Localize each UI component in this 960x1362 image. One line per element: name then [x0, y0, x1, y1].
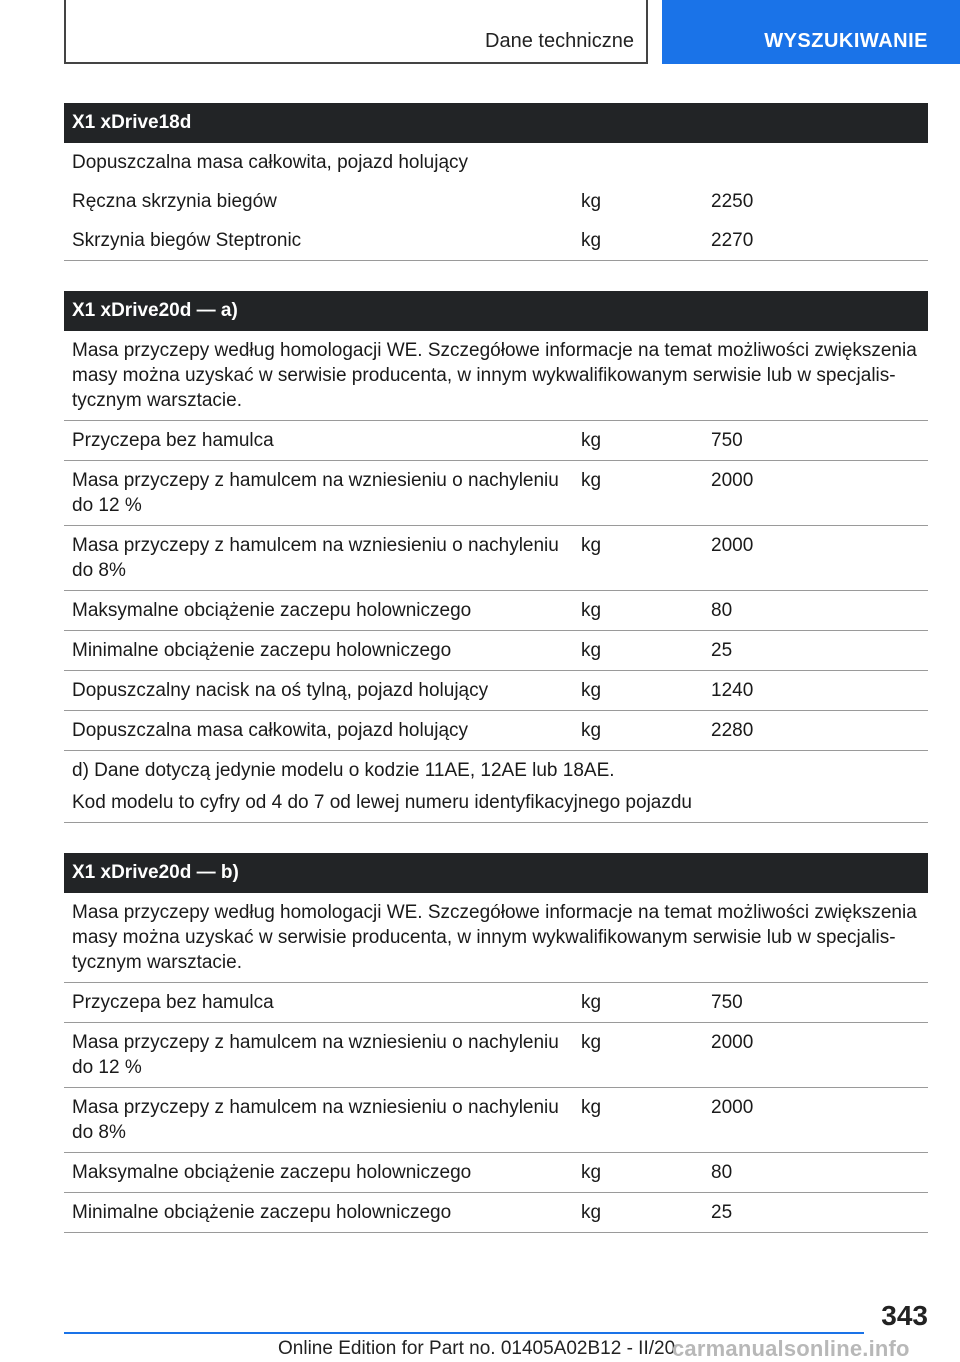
table-row — [64, 182, 928, 221]
table-row — [64, 711, 928, 751]
row-label: Ręczna skrzynia biegów — [72, 191, 277, 212]
footnote-line: Kod modelu to cyfry od 4 do 7 od lewej numeru identyfikacyjnego pojazdu — [72, 792, 692, 813]
section-x1-xdrive20d-a — [64, 291, 928, 823]
row-value: 750 — [711, 992, 743, 1013]
section-x1-xdrive20d-b — [64, 853, 928, 1233]
row-value: 750 — [711, 430, 743, 451]
row-unit: kg — [581, 191, 602, 212]
section-heading: X1 xDrive18d — [64, 103, 928, 143]
section-heading: X1 xDrive20d — b) — [64, 853, 928, 893]
table-row — [64, 526, 928, 591]
table-row — [64, 143, 928, 182]
row-label: Masa przyczepy z hamulcem na wzniesieniu o nachyleniu do 12 % — [72, 470, 559, 516]
spec-content — [64, 103, 928, 1263]
table-row — [64, 591, 928, 631]
row-unit: kg — [581, 680, 602, 701]
row-label: Masa przyczepy z hamulcem na wzniesieniu o nachyleniu do 8% — [72, 1097, 559, 1143]
search-button[interactable] — [662, 0, 960, 64]
row-value: 2000 — [711, 470, 754, 491]
section-intro: Masa przyczepy według homologacji WE. Szczegółowe informacje na temat możliwości zwiększenia masy można uzyskać w serwisie producenta, w innym wykwalifikowanym serwisie lub w specjalistycznym warsztacie. — [64, 331, 928, 421]
row-value: 2250 — [711, 191, 754, 212]
section-footnote — [64, 751, 928, 823]
row-unit: kg — [581, 640, 602, 661]
row-label: Przyczepa bez hamulca — [72, 992, 274, 1013]
row-unit: kg — [581, 430, 602, 451]
table-row — [64, 1153, 928, 1193]
table-row — [64, 421, 928, 461]
footnote-line: d) Dane dotyczą jedynie modelu o kodzie 11AE, 12AE lub 18AE. — [72, 760, 615, 781]
row-value: 1240 — [711, 680, 754, 701]
row-unit: kg — [581, 720, 602, 741]
row-label: Masa przyczepy z hamulcem na wzniesieniu o nachyleniu do 8% — [72, 535, 559, 581]
footer-divider — [64, 1332, 864, 1334]
row-unit: kg — [581, 600, 602, 621]
row-label: Dopuszczalny nacisk na oś tylną, pojazd holujący — [72, 680, 489, 701]
page-number: 343 — [881, 1300, 928, 1331]
row-unit: kg — [581, 1097, 602, 1118]
row-value: 80 — [711, 1162, 733, 1183]
table-row — [64, 671, 928, 711]
row-value: 2000 — [711, 535, 754, 556]
watermark-logo: carmanualsonline.info — [672, 1336, 910, 1361]
row-value: 2280 — [711, 720, 754, 741]
table-row — [64, 631, 928, 671]
row-value: 25 — [711, 640, 733, 661]
search-label: WYSZUKIWANIE — [764, 30, 928, 52]
row-unit: kg — [581, 470, 602, 491]
row-label: Dopuszczalna masa całkowita, pojazd holujący — [72, 152, 469, 173]
row-unit: kg — [581, 1202, 602, 1223]
table-row — [64, 1193, 928, 1233]
table-row — [64, 461, 928, 526]
row-label: Skrzynia biegów Steptronic — [72, 230, 302, 251]
table-row — [64, 221, 928, 261]
row-label: Masa przyczepy z hamulcem na wzniesieniu o nachyleniu do 12 % — [72, 1032, 559, 1078]
row-unit: kg — [581, 535, 602, 556]
chapter-tab[interactable] — [64, 0, 648, 64]
row-label: Maksymalne obciążenie zaczepu holowniczego — [72, 600, 472, 621]
row-label: Minimalne obciążenie zaczepu holowniczego — [72, 640, 452, 661]
row-unit: kg — [581, 230, 602, 251]
row-unit: kg — [581, 992, 602, 1013]
row-unit: kg — [581, 1032, 602, 1053]
row-value: 2000 — [711, 1097, 754, 1118]
page-header — [0, 0, 960, 66]
row-value: 25 — [711, 1202, 733, 1223]
table-row — [64, 1088, 928, 1153]
row-value: 80 — [711, 600, 733, 621]
row-value: 2000 — [711, 1032, 754, 1053]
section-heading: X1 xDrive20d — a) — [64, 291, 928, 331]
row-unit: kg — [581, 1162, 602, 1183]
row-label: Dopuszczalna masa całkowita, pojazd holujący — [72, 720, 469, 741]
table-row — [64, 1023, 928, 1088]
section-intro: Masa przyczepy według homologacji WE. Szczegółowe informacje na temat możliwości zwiększenia masy można uzyskać w serwisie producenta, w innym wykwalifikowanym serwisie lub w specjalistycznym warsztacie. — [64, 893, 928, 983]
row-label: Przyczepa bez hamulca — [72, 430, 274, 451]
chapter-title: Dane techniczne — [485, 30, 634, 52]
row-label: Minimalne obciążenie zaczepu holowniczego — [72, 1202, 452, 1223]
row-label: Maksymalne obciążenie zaczepu holowniczego — [72, 1162, 472, 1183]
row-value: 2270 — [711, 230, 754, 251]
edition-text: Online Edition for Part no. 01405A02B12 - II/20 — [278, 1338, 676, 1359]
section-x1-xdrive18d — [64, 103, 928, 261]
table-row — [64, 983, 928, 1023]
